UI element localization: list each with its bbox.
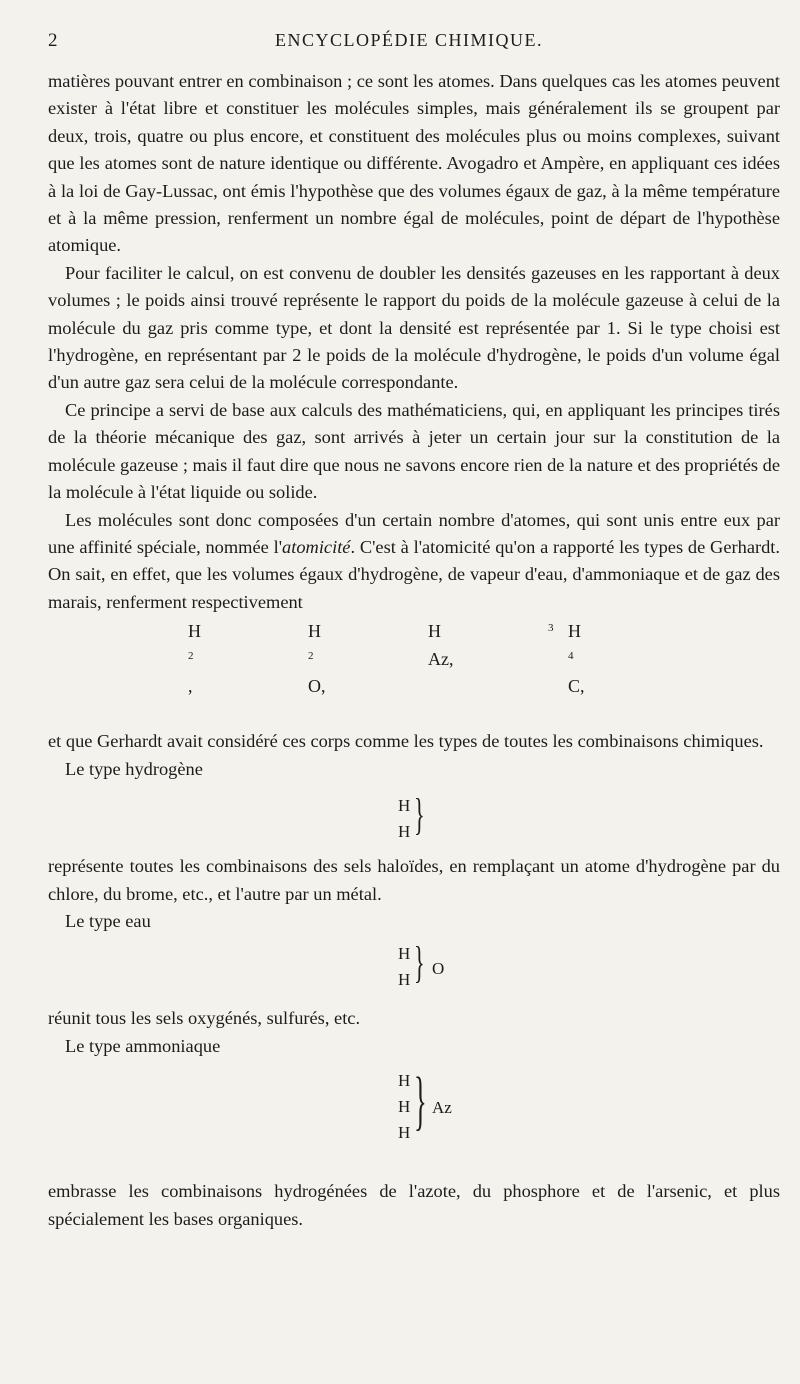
paragraph-4-text-b: . C'est à l'atomicité qu'on a rapporté les types de Gerhardt. On sait, en effet, que les volumes égaux d'hydrogène, de vapeur d'eau, d'ammoniaque et de gaz des marais, renferment respectivement (48, 536, 781, 612)
paragraph-1: matières pouvant entrer en combinaison ; ce sont les atomes. Dans quelques cas les atomes peuvent exister à l'état libre et constituer les molécules simples, mais généralement ils se groupent par deux, trois, quatre ou plus encore, et constituent des molécules plus ou moins complexes, suivant que les atomes sont de nature identique ou différente. Avogadro et Ampère, en appliquant ces idées à la loi de Gay-Lussac, ont émis l'hypothèse que des volumes égaux de gaz, à la même température et à la même pression, renferment un nombre égal de molécules, point de départ de l'hypothèse atomique. (48, 71, 780, 256)
page-number: 2 (48, 30, 59, 51)
paragraph-3: Ce principe a servi de base aux calculs des mathématiciens, qui, en appliquant les principes tirés de la théorie mécanique des gaz, sont arrivés à jeter un certain jour sur la constitution de la molécule gazeuse ; mais il faut dire que nous ne savons encore rien de la nature et des propriétés de la molécule à l'état liquide ou solide. (48, 399, 780, 503)
type-water-label: Le type eau (65, 910, 151, 931)
page-header (48, 28, 770, 58)
atom-az: Az (432, 1098, 452, 1118)
atom-h: H (398, 796, 411, 816)
type-ammonia-label: Le type ammoniaque (65, 1035, 221, 1056)
brace: } (414, 1064, 427, 1138)
atom-h: H (398, 1123, 411, 1143)
atom-h: H (398, 1097, 411, 1117)
running-title: ENCYCLOPÉDIE CHIMIQUE. (275, 30, 543, 50)
brace: } (414, 790, 425, 840)
paragraph-4-text-a: Les molécules sont donc composées d'un certain nombre d'atomes, qui sont unis entre eux par une affinité spéciale, nommée l' (48, 509, 780, 557)
type-water-formula (398, 938, 780, 1005)
formula-hydrogen: $H^2$, (188, 621, 201, 696)
atom-h: H (398, 970, 411, 990)
type-hydrogen-formula (398, 790, 780, 853)
paragraph-7: représente toutes les combinaisons des sels haloïdes, en remplaçant un atome d'hydrogène par du chlore, du brome, etc., et l'autre par un métal. (48, 856, 780, 904)
formula-ammonia: H $^3$Az, (428, 621, 554, 669)
formula-methane: $H^4C$, (568, 621, 585, 696)
atomicite-term: atomicité (282, 536, 351, 557)
page-body (48, 68, 780, 1233)
atom-o: O (432, 959, 445, 979)
brace: } (414, 938, 425, 988)
atom-h: H (398, 1071, 411, 1091)
paragraph-5: et que Gerhardt avait considéré ces corps comme les types de toutes les combinaisons chimiques. (48, 731, 764, 752)
formula-row (48, 618, 780, 700)
paragraph-11: embrasse les combinaisons hydrogénées de l'azote, du phosphore et de l'arsenic, et plus spécialement les bases organiques. (48, 1181, 780, 1229)
formula-water: $H^2O$, (308, 621, 326, 696)
paragraph-2: Pour faciliter le calcul, on est convenu de doubler les densités gazeuses en les rapportant à deux volumes ; le poids ainsi trouvé représente le rapport du poids de la molécule gazeuse à celui de la molécule du gaz pris comme type, et dont la densité est représentée par 1. Si le type choisi est l'hydrogène, en représentant par 2 le poids de la molécule d'hydrogène, le poids d'un volume égal d'un autre gaz sera celui de la molécule correspondante. (48, 262, 780, 393)
paragraph-4 (48, 507, 780, 617)
atom-h: H (398, 822, 411, 842)
atom-h: H (398, 944, 411, 964)
type-hydrogen-label: Le type hydrogène (65, 758, 203, 779)
paragraph-9: réunit tous les sels oxygénés, sulfurés, etc. (48, 1008, 361, 1029)
type-ammonia-formula (398, 1064, 780, 1158)
